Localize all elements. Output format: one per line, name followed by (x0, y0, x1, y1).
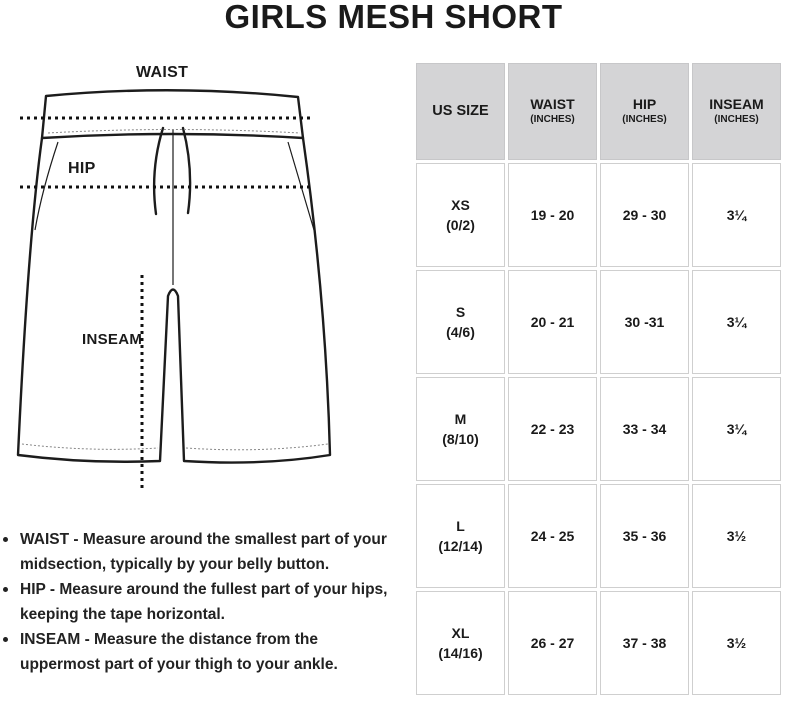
table-row (416, 163, 781, 267)
table-row (416, 377, 781, 481)
header-us-size: US SIZE (416, 63, 505, 160)
header-waist: WAIST (INCHES) (508, 63, 597, 160)
note-item: INSEAM - Measure the distance from the uppermost part of your thigh to your ankle. (20, 627, 400, 677)
hip-cell: 30 -31 (600, 270, 689, 374)
table-header-row (416, 63, 781, 160)
hip-cell: 33 - 34 (600, 377, 689, 481)
hip-cell: 37 - 38 (600, 591, 689, 695)
hip-cell: 29 - 30 (600, 163, 689, 267)
table-row (416, 270, 781, 374)
pocket-left (35, 142, 58, 230)
header-hip: HIP (INCHES) (600, 63, 689, 160)
bullet-icon (3, 637, 8, 642)
inseam-cell: 3½ (692, 591, 781, 695)
waist-cell: 24 - 25 (508, 484, 597, 588)
drawstring-right (183, 128, 190, 213)
table-row (416, 484, 781, 588)
bullet-icon (3, 537, 8, 542)
measurement-notes (0, 527, 400, 677)
drawstring-left (154, 128, 163, 214)
hem-stitch-left (22, 444, 158, 449)
inseam-cell: 3¼ (692, 163, 781, 267)
table-row (416, 591, 781, 695)
waist-stitch (48, 130, 300, 134)
size-cell: XS (0/2) (416, 163, 505, 267)
waist-cell: 19 - 20 (508, 163, 597, 267)
size-cell: M (8/10) (416, 377, 505, 481)
header-inseam: INSEAM (INCHES) (692, 63, 781, 160)
note-item: HIP - Measure around the fullest part of your hips, keeping the tape horizontal. (20, 577, 400, 627)
inseam-label: INSEAM (82, 331, 143, 348)
size-cell: S (4/6) (416, 270, 505, 374)
inseam-cell: 3¼ (692, 377, 781, 481)
hip-label: HIP (68, 160, 96, 177)
size-chart-table (413, 60, 784, 698)
waist-label: WAIST (136, 64, 189, 81)
inseam-cell: 3¼ (692, 270, 781, 374)
hip-cell: 35 - 36 (600, 484, 689, 588)
inseam-cell: 3½ (692, 484, 781, 588)
shorts-diagram (0, 55, 340, 495)
size-cell: L (12/14) (416, 484, 505, 588)
size-cell: XL (14/16) (416, 591, 505, 695)
waist-cell: 20 - 21 (508, 270, 597, 374)
note-item: WAIST - Measure around the smallest part of your midsection, typically by your belly button. (20, 527, 400, 577)
bullet-icon (3, 587, 8, 592)
page-title: GIRLS MESH SHORT (224, 0, 563, 35)
waist-cell: 22 - 23 (508, 377, 597, 481)
hem-stitch-right (186, 444, 328, 450)
waist-cell: 26 - 27 (508, 591, 597, 695)
